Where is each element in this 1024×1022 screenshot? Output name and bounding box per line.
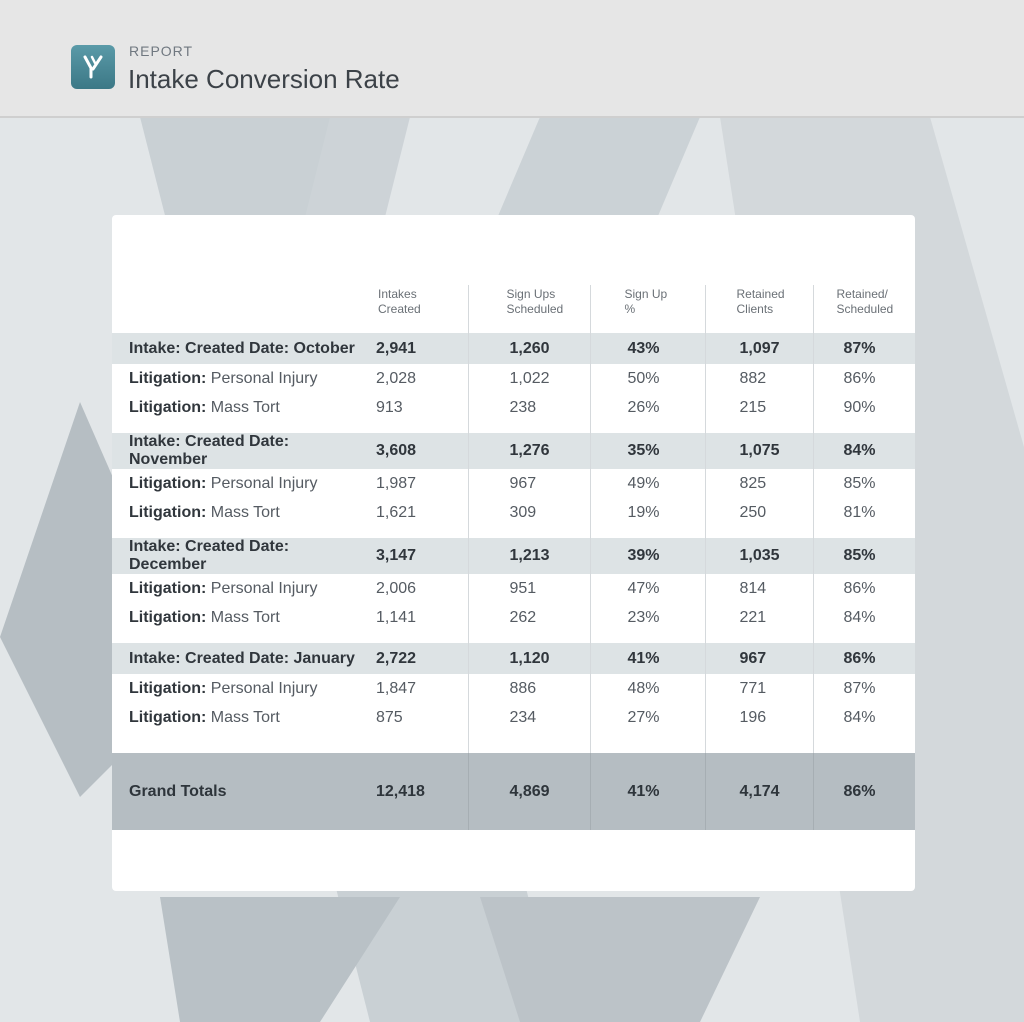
table-row[interactable]: [112, 674, 915, 704]
row-label-name: Personal Injury: [210, 679, 318, 697]
row-label-prefix: Litigation:: [129, 709, 207, 727]
row-value-cell: 825: [705, 469, 813, 499]
row-value-cell: 85%: [813, 469, 915, 499]
column-header-retained-clients[interactable]: Retained Clients: [705, 285, 813, 333]
spacer-cell: [590, 733, 705, 753]
group-value-cell: 87%: [813, 333, 915, 364]
grand-totals-value-cell: 4,869: [468, 753, 590, 830]
group-value-cell: 39%: [590, 538, 705, 574]
report-header: [0, 0, 1024, 118]
group-label: Intake: Created Date: November: [112, 433, 356, 469]
spacer-cell: [468, 733, 590, 753]
spacer-cell: [112, 633, 356, 643]
row-value-cell: 23%: [590, 604, 705, 634]
group-value-cell: 35%: [590, 433, 705, 469]
row-value-cell: 90%: [813, 394, 915, 424]
spacer-cell: [813, 633, 915, 643]
spacer-cell: [112, 423, 356, 433]
row-value-cell: 1,621: [376, 504, 417, 522]
row-value-cell: 48%: [590, 674, 705, 704]
column-header-sign-ups-scheduled[interactable]: Sign Ups Scheduled: [468, 285, 590, 333]
row-label-prefix: Litigation:: [129, 369, 207, 387]
group-value-cell: 1,213: [468, 538, 590, 574]
spacer-cell: [356, 423, 468, 433]
row-value-cell: 1,141: [376, 609, 417, 627]
row-value-cell: 196: [705, 704, 813, 734]
report-card: [112, 215, 915, 891]
spacer-cell: [468, 423, 590, 433]
table-row[interactable]: [112, 604, 915, 634]
spacer-row: [112, 423, 915, 433]
row-value-cell: 27%: [590, 704, 705, 734]
row-value-cell: 81%: [813, 499, 915, 529]
conversion-table: [112, 285, 915, 830]
row-value-cell: 215: [705, 394, 813, 424]
row-value-cell: 913: [376, 399, 403, 417]
table-row[interactable]: [112, 574, 915, 604]
row-value-cell: 886: [468, 674, 590, 704]
grand-totals-value-cell: 41%: [590, 753, 705, 830]
row-label-prefix: Litigation:: [129, 609, 207, 627]
group-value-cell: 3,608: [356, 433, 468, 469]
group-value-cell: 1,097: [705, 333, 813, 364]
row-label-prefix: Litigation:: [129, 579, 207, 597]
group-value-cell: 84%: [813, 433, 915, 469]
spacer-row: [112, 633, 915, 643]
row-label-prefix: Litigation:: [129, 399, 207, 417]
spacer-cell: [590, 633, 705, 643]
grand-totals-row[interactable]: [112, 753, 915, 830]
spacer-cell: [356, 733, 468, 753]
row-label-prefix: Litigation:: [129, 504, 207, 522]
spacer-cell: [705, 633, 813, 643]
spacer-cell: [356, 528, 468, 538]
group-row[interactable]: [112, 538, 915, 574]
row-value-cell: 87%: [813, 674, 915, 704]
column-header-retained-scheduled[interactable]: Retained/ Scheduled: [813, 285, 915, 333]
group-value-cell: 1,260: [468, 333, 590, 364]
group-value-cell: 2,722: [356, 643, 468, 674]
row-value-cell: 86%: [813, 364, 915, 394]
spacer-cell: [590, 528, 705, 538]
row-value-cell: 967: [468, 469, 590, 499]
row-label-name: Mass Tort: [210, 609, 280, 627]
group-value-cell: 967: [705, 643, 813, 674]
column-header-sign-up-percent[interactable]: Sign Up %: [590, 285, 705, 333]
spacer-cell: [112, 528, 356, 538]
group-row[interactable]: [112, 433, 915, 469]
spacer-cell: [813, 528, 915, 538]
row-value-cell: 882: [705, 364, 813, 394]
row-value-cell: 2,006: [376, 579, 417, 597]
row-value-cell: 49%: [590, 469, 705, 499]
row-label: [112, 364, 356, 394]
group-value-cell: 85%: [813, 538, 915, 574]
spacer-cell: [590, 423, 705, 433]
empty-header-cell: [112, 285, 356, 333]
row-label-name: Mass Tort: [210, 709, 280, 727]
row-label-prefix: Litigation:: [129, 474, 207, 492]
row-value-cell: 26%: [590, 394, 705, 424]
grand-totals-value-cell: 4,174: [705, 753, 813, 830]
table-row[interactable]: [112, 469, 915, 499]
grand-totals-value-cell: 12,418: [356, 753, 468, 830]
spacer-cell: [813, 423, 915, 433]
table-row[interactable]: [112, 704, 915, 734]
group-value-cell: 43%: [590, 333, 705, 364]
page-title: Intake Conversion Rate: [128, 64, 400, 94]
group-value-cell: 1,075: [705, 433, 813, 469]
row-value-cell: 875: [376, 709, 403, 727]
group-value-cell: 1,120: [468, 643, 590, 674]
row-label-prefix: Litigation:: [129, 679, 207, 697]
row-value-cell: 84%: [813, 704, 915, 734]
grand-totals-label: Grand Totals: [112, 753, 356, 830]
group-row[interactable]: [112, 333, 915, 364]
group-value-cell: 1,035: [705, 538, 813, 574]
table-row[interactable]: [112, 499, 915, 529]
group-row[interactable]: [112, 643, 915, 674]
column-header-intakes-created[interactable]: Intakes Created: [378, 287, 421, 316]
spacer-cell: [468, 633, 590, 643]
row-label: [112, 394, 356, 424]
row-label: [112, 499, 356, 529]
group-value-cell: 41%: [590, 643, 705, 674]
table-row[interactable]: [112, 394, 915, 424]
row-value-cell: 238: [468, 394, 590, 424]
row-label: [112, 469, 356, 499]
spacer-row: [112, 733, 915, 753]
spacer-cell: [705, 528, 813, 538]
group-label: Intake: Created Date: December: [112, 538, 356, 574]
row-value-cell: 951: [468, 574, 590, 604]
row-value-cell: 250: [705, 499, 813, 529]
spacer-row: [112, 528, 915, 538]
row-label-name: Personal Injury: [210, 579, 318, 597]
row-label: [112, 604, 356, 634]
spacer-cell: [813, 733, 915, 753]
row-value-cell: 309: [468, 499, 590, 529]
row-value-cell: 1,847: [376, 679, 417, 697]
group-value-cell: 2,941: [356, 333, 468, 364]
table-header-row: [112, 285, 915, 333]
group-label: Intake: Created Date: October: [112, 333, 356, 364]
row-value-cell: 1,987: [376, 474, 417, 492]
spacer-cell: [705, 423, 813, 433]
spacer-cell: [705, 733, 813, 753]
report-eyebrow: REPORT: [129, 43, 194, 59]
row-label: [112, 674, 356, 704]
spacer-cell: [112, 733, 356, 753]
group-value-cell: 86%: [813, 643, 915, 674]
row-value-cell: 221: [705, 604, 813, 634]
row-value-cell: 84%: [813, 604, 915, 634]
group-value-cell: 1,276: [468, 433, 590, 469]
row-value-cell: 814: [705, 574, 813, 604]
grand-totals-value-cell: 86%: [813, 753, 915, 830]
row-label-name: Personal Injury: [210, 474, 318, 492]
row-label-name: Personal Injury: [210, 369, 318, 387]
row-value-cell: 19%: [590, 499, 705, 529]
row-value-cell: 50%: [590, 364, 705, 394]
row-value-cell: 234: [468, 704, 590, 734]
row-label-name: Mass Tort: [210, 399, 280, 417]
stylized-y-logo-icon: [71, 45, 115, 89]
row-value-cell: 86%: [813, 574, 915, 604]
row-value-cell: 2,028: [376, 369, 417, 387]
row-value-cell: 262: [468, 604, 590, 634]
row-value-cell: 47%: [590, 574, 705, 604]
table-row[interactable]: [112, 364, 915, 394]
row-label-name: Mass Tort: [210, 504, 280, 522]
spacer-cell: [356, 633, 468, 643]
row-value-cell: 771: [705, 674, 813, 704]
spacer-cell: [468, 528, 590, 538]
row-label: [112, 704, 356, 734]
group-value-cell: 3,147: [356, 538, 468, 574]
group-label: Intake: Created Date: January: [112, 643, 356, 674]
row-value-cell: 1,022: [468, 364, 590, 394]
row-label: [112, 574, 356, 604]
